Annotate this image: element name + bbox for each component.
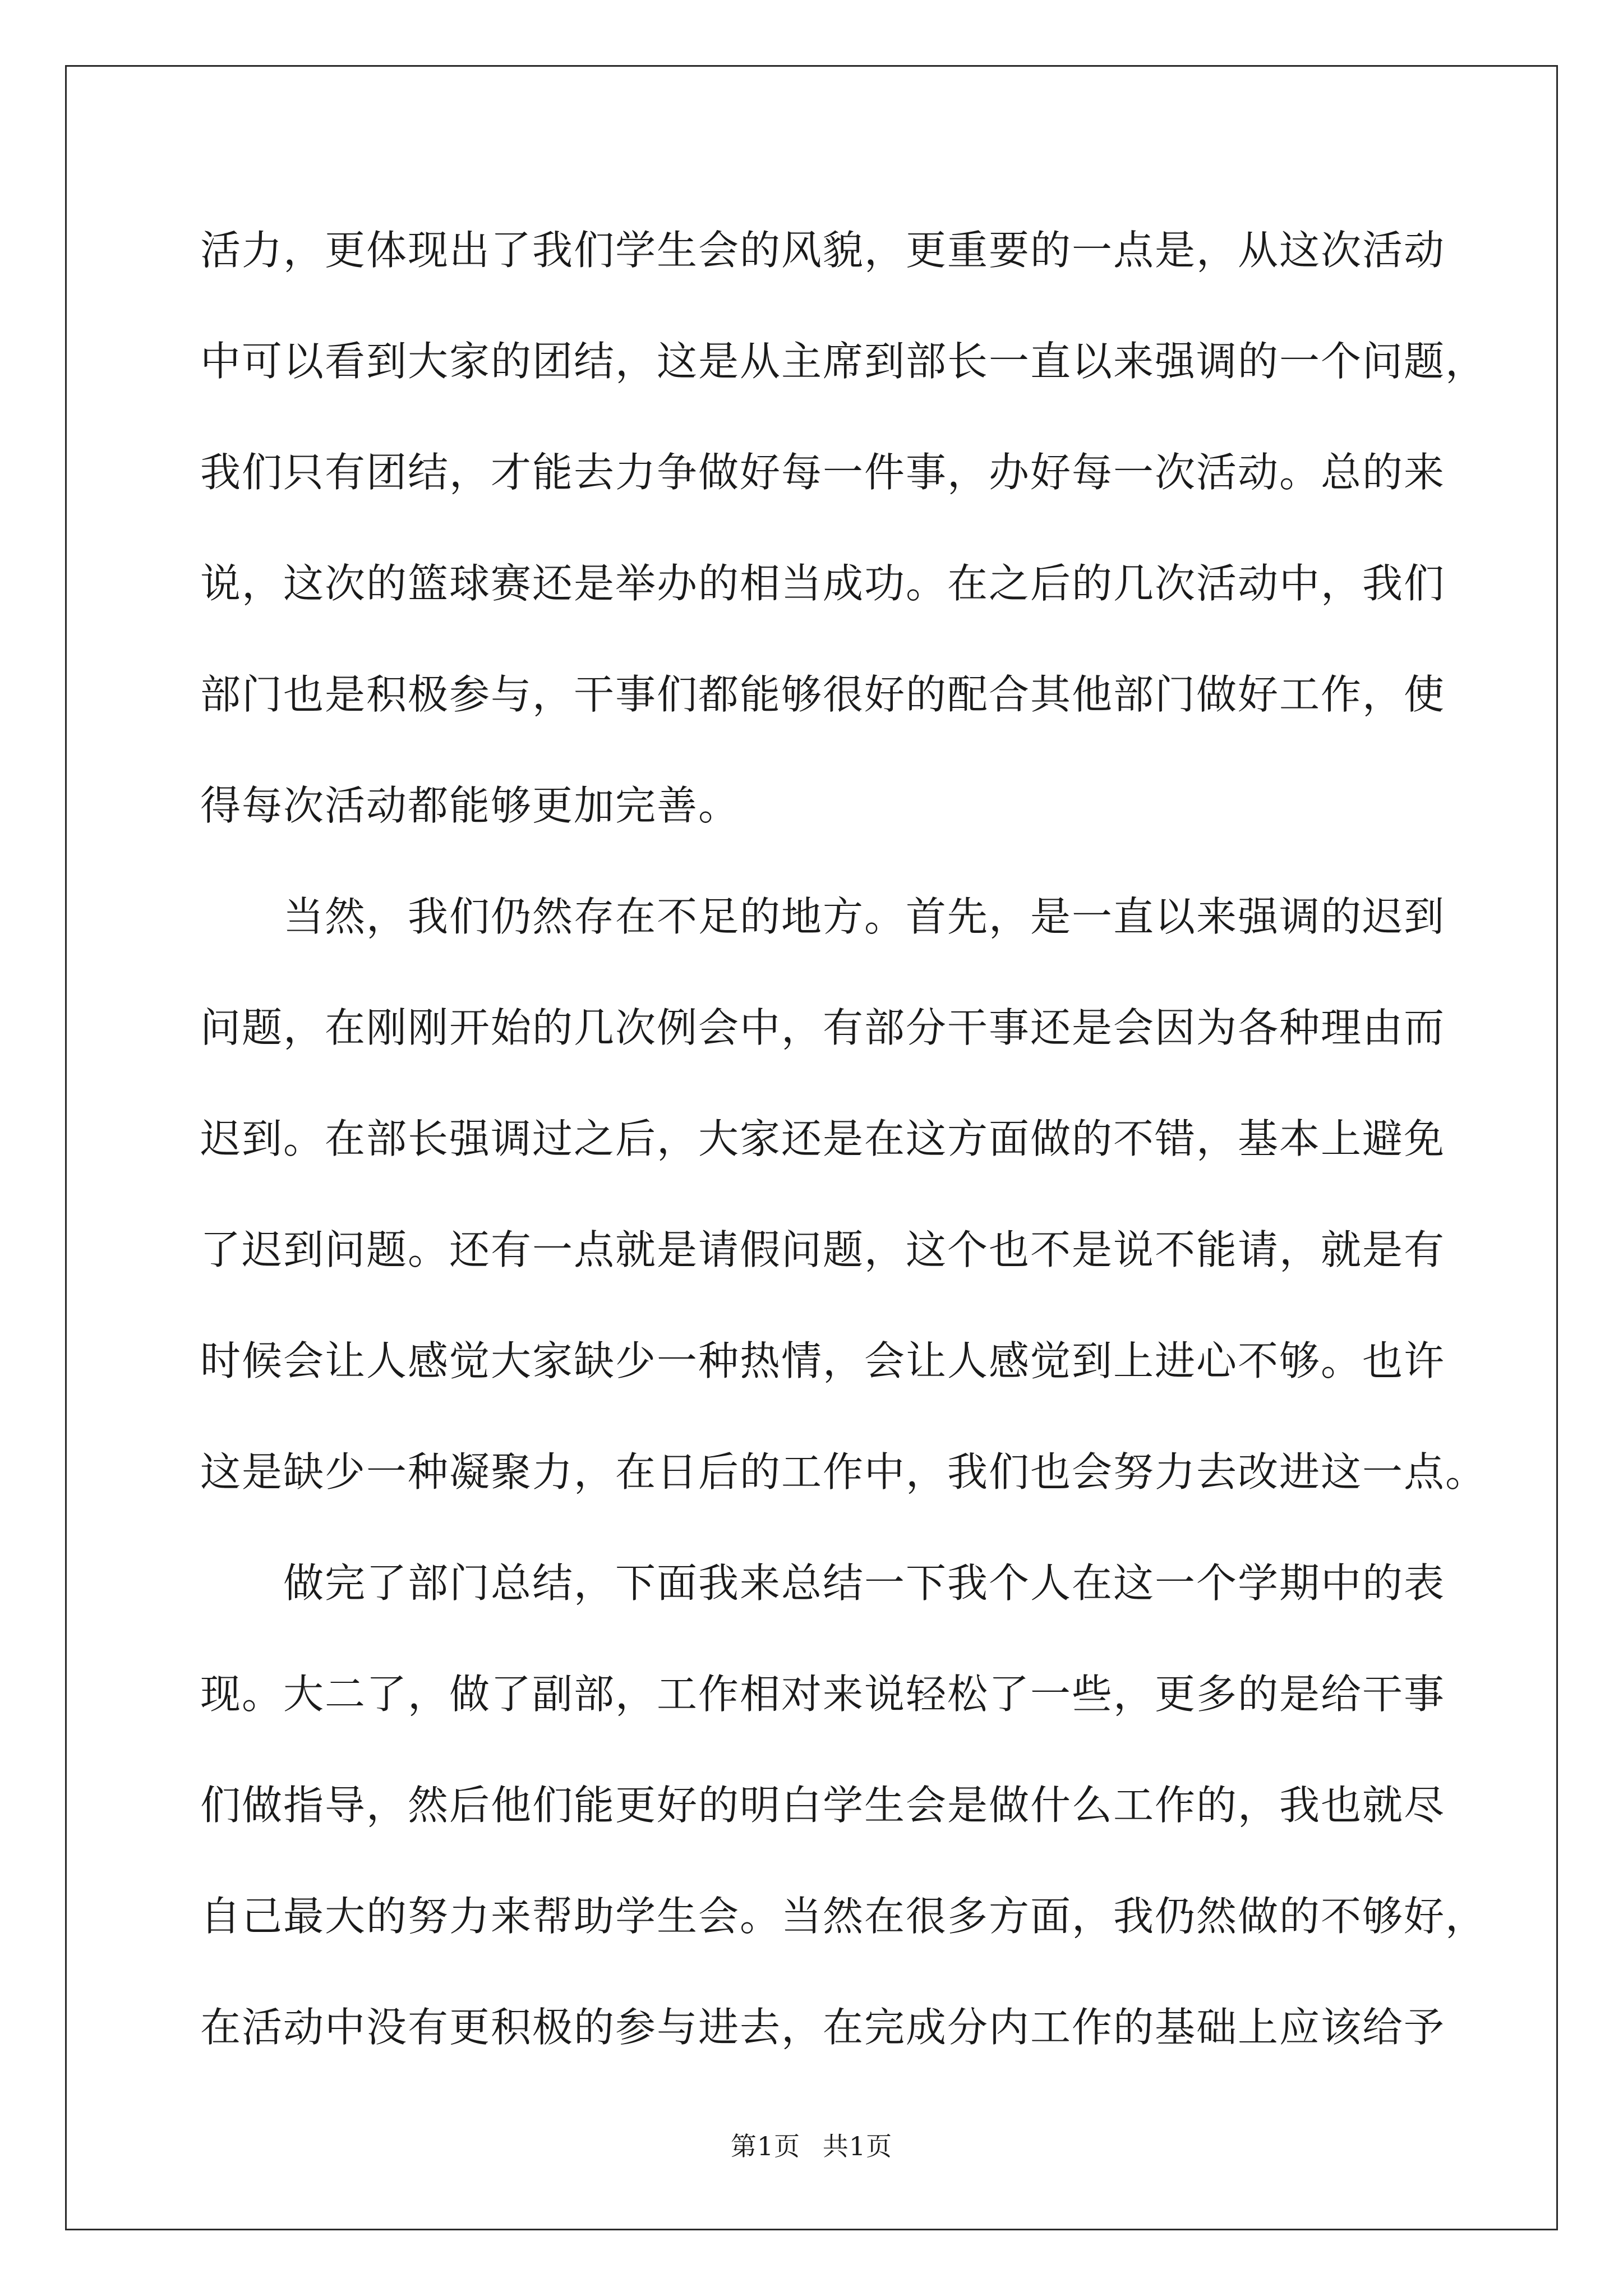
text-line: 部门也是积极参与，干事们都能够很好的配合其他部门做好工作，使 — [200, 671, 1446, 718]
text-line: 这是缺少一种凝聚力，在日后的工作中，我们也会努力去改进这一点。 — [200, 1448, 1487, 1496]
text-line: 迟到。在部长强调过之后，大家还是在这方面做的不错，基本上避免 — [200, 1115, 1446, 1162]
page-number-total: 共1页 — [822, 2131, 893, 2161]
text-line: 了迟到问题。还有一点就是请假问题，这个也不是说不能请，就是有 — [200, 1226, 1446, 1273]
text-line: 当然，我们仍然存在不足的地方。首先，是一直以来强调的迟到 — [200, 893, 1446, 940]
text-line: 时候会让人感觉大家缺少一种热情，会让人感觉到上进心不够。也许 — [200, 1337, 1446, 1384]
text-line: 中可以看到大家的团结，这是从主席到部长一直以来强调的一个问题， — [200, 338, 1487, 385]
text-line: 做完了部门总结，下面我来总结一下我个人在这一个学期中的表 — [200, 1559, 1446, 1607]
text-line: 得每次活动都能够更加完善。 — [200, 782, 740, 829]
text-line: 问题，在刚刚开始的几次例会中，有部分干事还是会因为各种理由而 — [200, 1004, 1446, 1051]
text-line: 说，这次的篮球赛还是举办的相当成功。在之后的几次活动中，我们 — [200, 560, 1446, 607]
text-line: 在活动中没有更积极的参与进去，在完成分内工作的基础上应该给予 — [200, 2004, 1446, 2051]
text-line: 们做指导，然后他们能更好的明白学生会是做什么工作的，我也就尽 — [200, 1782, 1446, 1829]
text-line: 现。大二了，做了副部，工作相对来说轻松了一些，更多的是给干事 — [200, 1671, 1446, 1718]
text-line: 自己最大的努力来帮助学生会。当然在很多方面，我仍然做的不够好， — [200, 1893, 1487, 1940]
document-body — [200, 217, 1487, 2105]
page-number-current: 第1页 — [730, 2131, 801, 2161]
page-footer — [0, 2129, 1623, 2163]
text-line: 活力，更体现出了我们学生会的风貌，更重要的一点是，从这次活动 — [200, 227, 1446, 274]
text-line: 我们只有团结，才能去力争做好每一件事，办好每一次活动。总的来 — [200, 449, 1446, 496]
